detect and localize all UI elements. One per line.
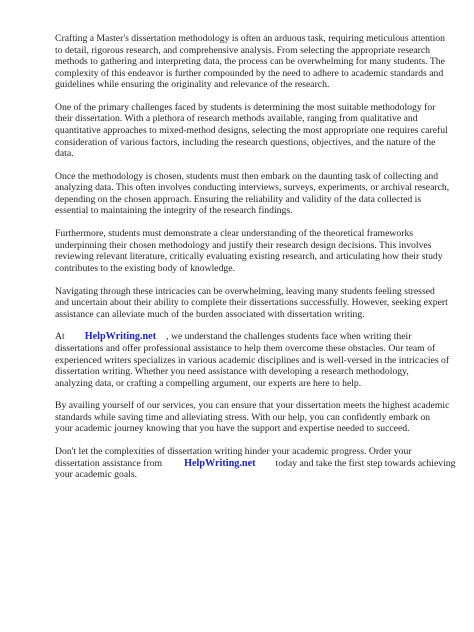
text-line: Navigating through these intricacies can be overwhelming, leaving many students feeling stressed [55,285,435,297]
paragraph-helpwriting [55,331,450,389]
text-line: depending on the chosen approach. Ensuring the reliability and validity of the data collected is [55,193,422,205]
text-line: complexity of this endeavor is further compounded by the need to adhere to academic standards and [55,67,444,79]
text-line: to detail, rigorous research, and comprehensive analysis. From selecting the appropriate research [55,44,430,56]
text-line: reviewing relevant literature, critically evaluating existing research, and articulating how their study [55,251,443,263]
text-line: contributes to the existing body of knowledge. [55,262,235,274]
paragraph-intro [55,33,447,91]
text-line: Once the methodology is chosen, students must then embark on the daunting task of collecting and [55,170,439,182]
paragraph-challenges [55,102,447,160]
text-line: consideration of various factors, including the research questions, objectives, and the nature of the [55,136,436,148]
helpwriting-link[interactable]: HelpWriting.net [184,457,256,469]
text-line: Crafting a Master's dissertation methodology is often an arduous task, requiring meticulous attention [55,33,445,44]
text-line: quantitative approaches to mixed-method designs, selecting the most appropriate one requires careful [55,125,448,137]
text-line: their dissertation. With a plethora of research methods available, ranging from qualitative and [55,113,418,125]
line-end: today and take the first step towards achieving [275,457,456,469]
paragraph-closing [55,446,456,481]
text-line: By availing yourself of our services, you can ensure that your dissertation meets the highest academic [55,400,450,412]
line-rest: , we understand the challenges students face when writing their [166,331,412,343]
text-line: methods to gathering and interpreting data, the process can be overwhelming for many students. The [55,56,445,68]
at-word: At [55,331,65,343]
paragraph-data-collection [55,170,450,217]
text-line [55,457,456,470]
paragraph-navigating [55,286,447,321]
text-line: data. [55,148,74,160]
text-line: analyzing data, or crafting a compelling argument, our experts are here to help. [55,377,362,389]
text-line: dissertation writing. Whether you need assistance with developing a research methodology, [55,366,409,378]
paragraph-frameworks [55,228,447,274]
text-line: and uncertain about their ability to complete their dissertations successfully. However, seeking expert [55,297,448,309]
text-line: guidelines while ensuring the originality and relevance of the research. [55,79,330,91]
text-line: Don't let the complexities of dissertation writing hinder your academic progress. Order your [55,446,412,458]
line-start: dissertation assistance from [55,457,163,469]
text-line: assistance can alleviate much of the burden associated with dissertation writing. [55,308,365,320]
document-page [55,33,456,492]
text-line: your academic goals. [55,469,138,481]
text-line: One of the primary challenges faced by students is determining the most suitable methodology for [55,101,436,113]
helpwriting-link[interactable]: HelpWriting.net [84,331,157,343]
text-line: dissertations and offer professional assistance to help them overcome these obstacles. Our team of [55,342,436,354]
text-line: essential to maintaining the integrity of the research findings. [55,205,293,217]
text-line [55,331,447,343]
text-line: your academic journey knowing that you have the support and expertise needed to succeed. [55,423,410,435]
text-line: experienced writers specializes in various academic disciplines and is well-versed in the intricacies of [55,354,450,366]
text-line: Furthermore, students must demonstrate a clear understanding of the theoretical frameworks [55,228,414,240]
text-line: analyzing data. This often involves conducting interviews, surveys, experiments, or archival research, [55,182,450,194]
paragraph-services [55,400,450,435]
text-line: standards while saving time and alleviating stress. With our help, you can confidently embark on [55,411,431,423]
text-line: underpinning their chosen methodology and justify their research design decisions. This involves [55,239,432,251]
